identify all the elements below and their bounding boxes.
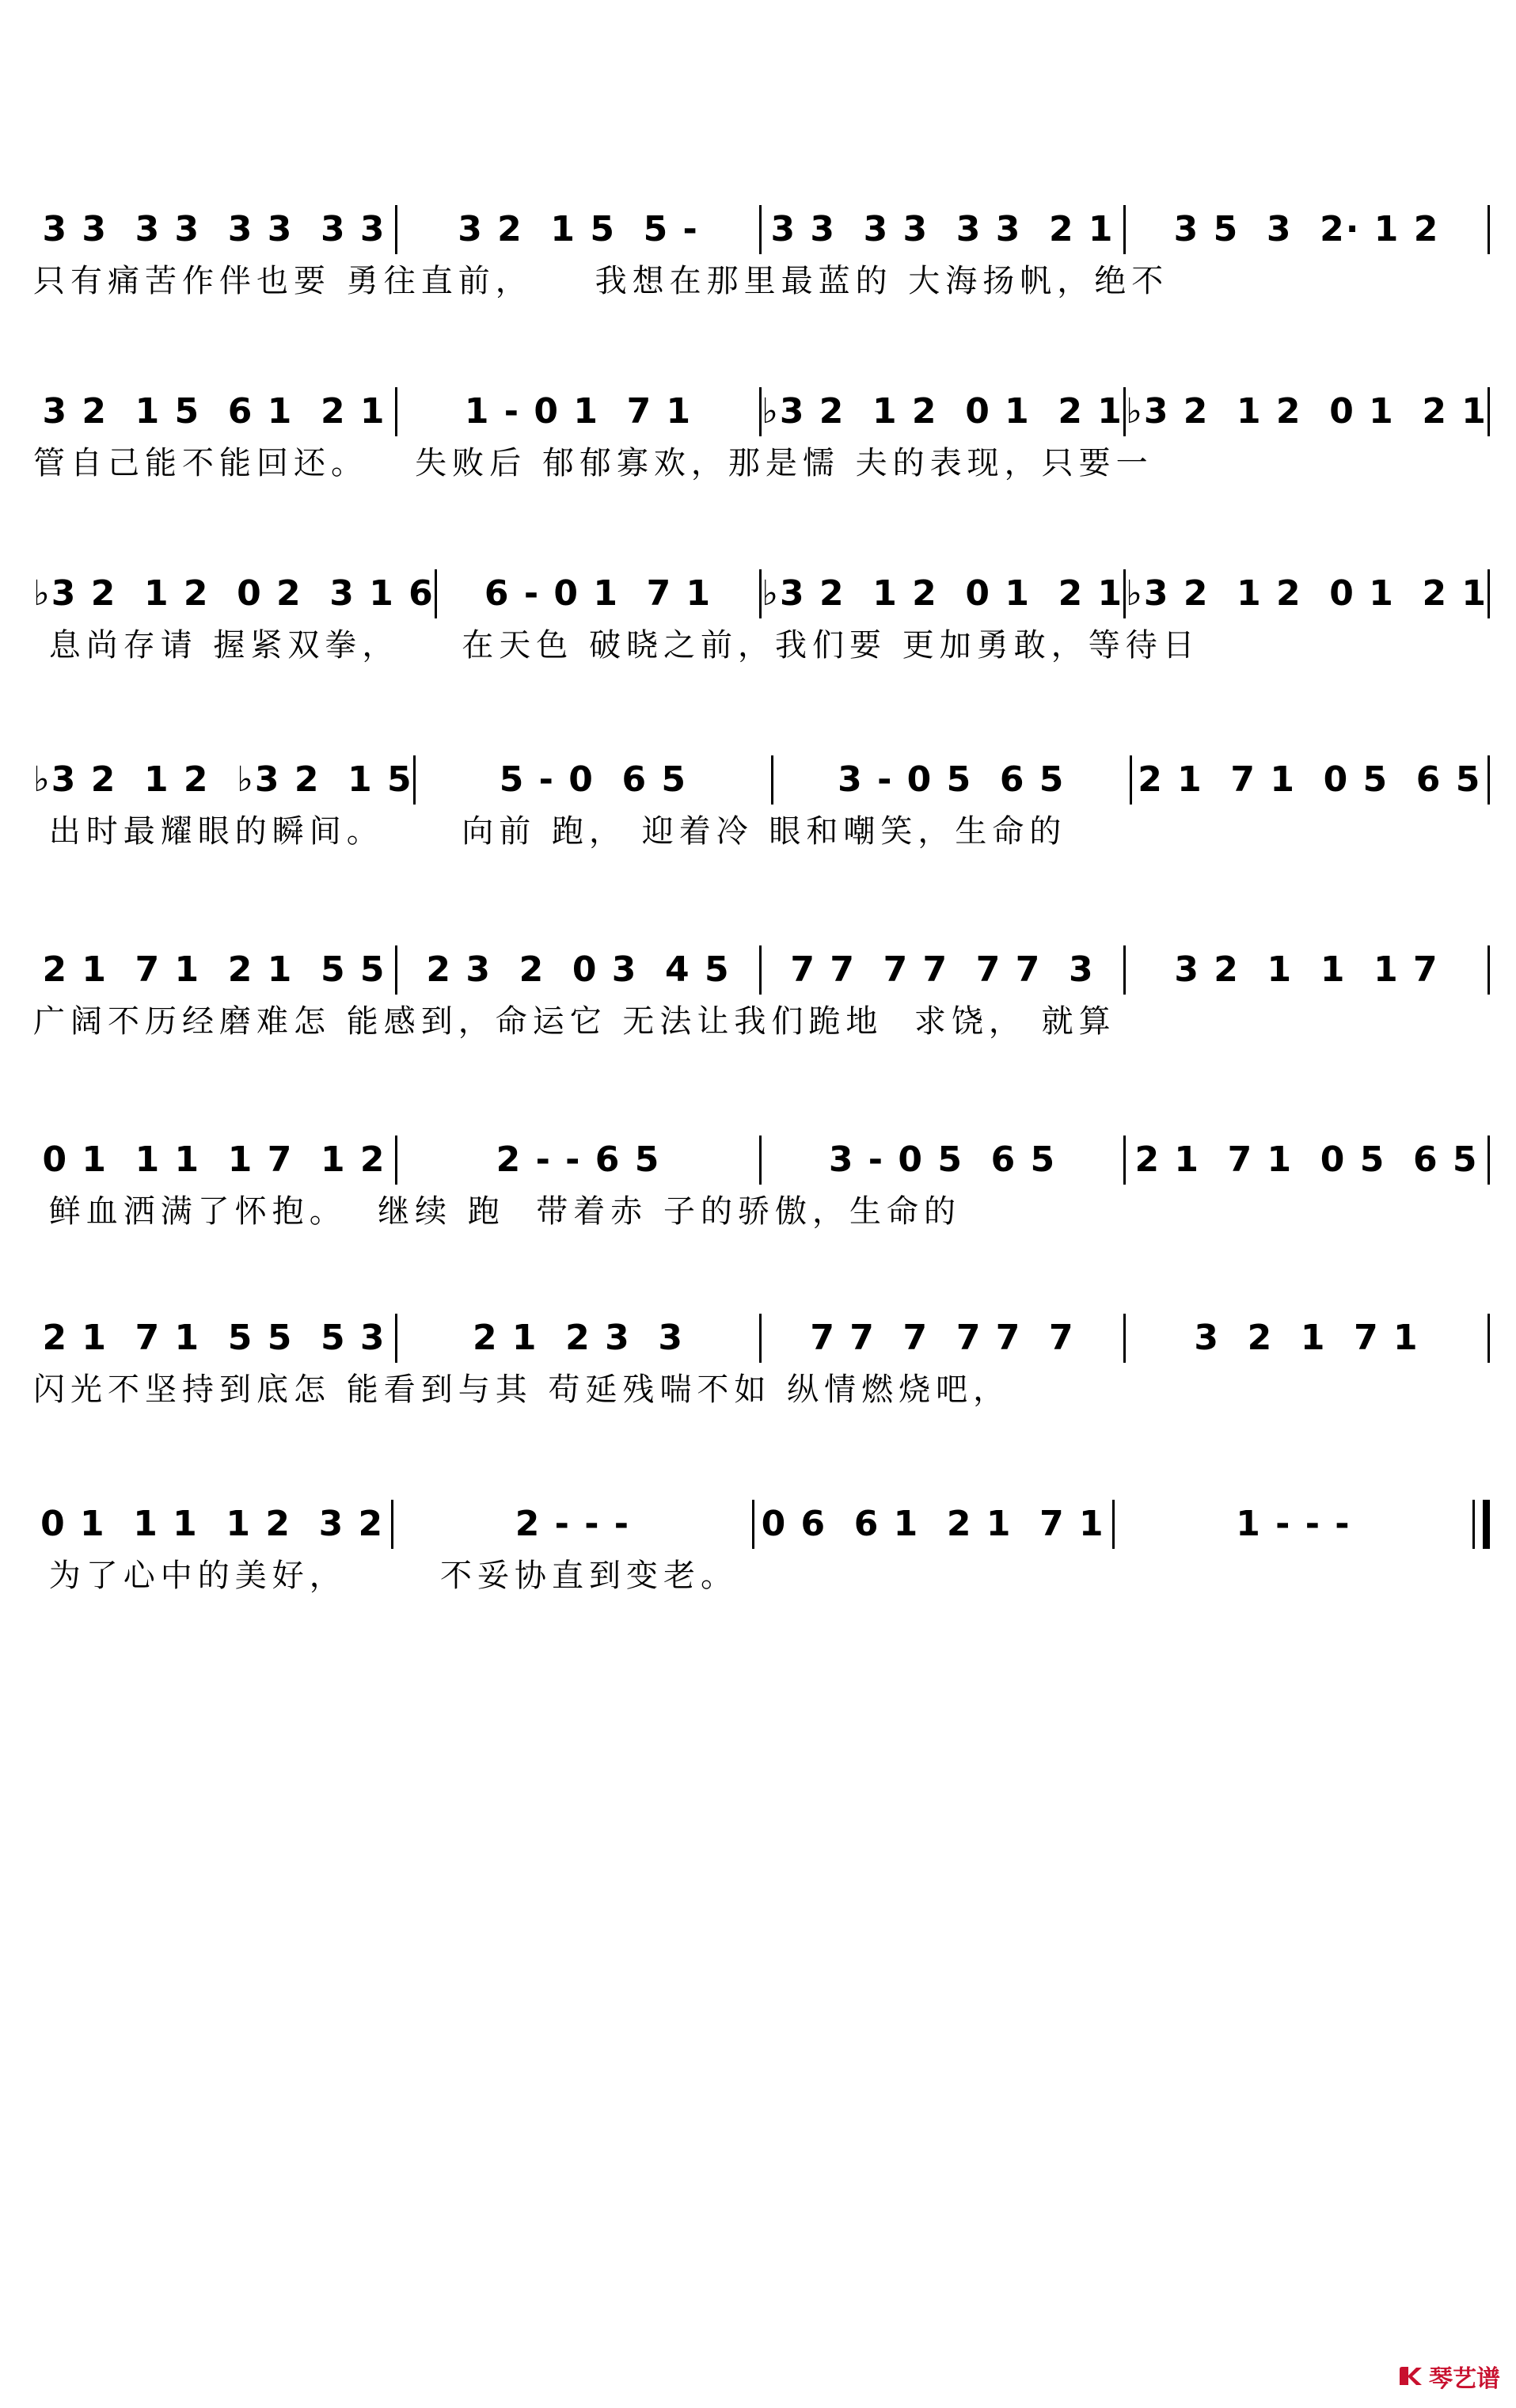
lyrics-line: 闪光不坚持到底怎 能看到与其 苟延残喘不如 纵情燃烧吧， [33,1371,1011,1408]
site-logo [1397,2359,1500,2394]
lyrics-line: 广阔不历经磨难怎 能感到，命运它 无法让我们跪地 求饶， 就算 [33,1003,1116,1040]
measure: 3 3 3 3 3 3 2 1 [770,209,1115,249]
measure: 2 - - - [515,1504,631,1544]
measure: 3 5 3 2· 1 2 [1173,209,1440,249]
lyrics-line: 鲜血洒满了怀抱。 继续 跑 带着赤 子的骄傲，生命的 [33,1193,962,1230]
measure: 0 1 1 1 1 2 3 2 [40,1504,385,1544]
measure: 3 - 0 5 6 5 [828,1139,1057,1180]
notation-line [33,942,1490,998]
measure: ♭3 2 1 2 0 1 2 1 [1126,573,1488,614]
measure: 0 6 6 1 2 1 7 1 [761,1504,1105,1544]
measure: 3 - 0 5 6 5 [838,759,1066,800]
measure: 2 1 7 1 0 5 6 5 [1138,759,1482,800]
measure: ♭3 2 1 2 0 1 2 1 [1126,391,1488,432]
measure: 2 1 7 1 2 1 5 5 [42,949,386,990]
score-row [33,1311,1490,1413]
logo-text: 琴艺谱 [1429,2365,1500,2393]
lyrics-line: 息尚存请 握紧双拳， 在天色 破晓之前，我们要 更加勇敢，等待日 [33,627,1200,664]
barline [1488,755,1490,805]
measure: 3 3 3 3 3 3 3 3 [42,209,386,249]
measure: ♭3 2 1 2 0 2 3 1 6 [33,573,435,614]
final-barline [1472,1500,1490,1549]
barline [1488,1136,1490,1185]
barline [1488,1314,1490,1363]
measure: 2 - - 6 5 [496,1139,661,1180]
measure: 2 3 2 0 3 4 5 [426,949,731,990]
score-row [33,752,1490,855]
measure: 7 7 7 7 7 7 [810,1318,1075,1358]
notation-line [33,384,1490,439]
score-row [33,202,1490,305]
barline [1488,569,1490,618]
measure: 3 2 1 5 6 1 2 1 [42,391,386,432]
measure: 1 - 0 1 7 1 [464,391,693,432]
measure: 2 1 7 1 5 5 5 3 [42,1318,386,1358]
measure: ♭3 2 1 2 ♭3 2 1 5 [33,759,413,800]
measure: 0 1 1 1 1 7 1 2 [42,1139,386,1180]
measure: 2 1 7 1 0 5 6 5 [1134,1139,1479,1180]
piano-logo-icon [1397,2364,1424,2388]
measure: ♭3 2 1 2 0 1 2 1 [762,573,1124,614]
measure: 6 - 0 1 7 1 [484,573,712,614]
measure: ♭3 2 1 2 0 1 2 1 [762,391,1123,432]
measure: 7 7 7 7 7 7 3 [790,949,1095,990]
notation-line [33,566,1490,622]
lyrics-line: 管自己能不能回还。 失败后 郁郁寡欢，那是懦 夫的表现，只要一 [33,445,1153,481]
notation-line [33,1497,1490,1552]
score-row [33,942,1490,1045]
measure: 2 1 2 3 3 [473,1318,684,1358]
score-row [33,1132,1490,1235]
barline [1488,205,1490,254]
notation-line [33,752,1490,808]
notation-line [33,1132,1490,1188]
measure: 3 2 1 7 1 [1194,1318,1419,1358]
measure: 5 - 0 6 5 [499,759,688,800]
measure: 3 2 1 5 5 - [458,209,699,249]
notation-line [33,202,1490,257]
score-row [33,1497,1490,1600]
score-row [33,566,1490,669]
notation-line [33,1311,1490,1366]
lyrics-line: 出时最耀眼的瞬间。 向前 跑， 迎着冷 眼和嘲笑，生命的 [33,813,1067,850]
lyrics-line: 为了心中的美好， 不妥协直到变老。 [33,1558,739,1594]
lyrics-line: 只有痛苦作伴也要 勇往直前， 我想在那里最蓝的 大海扬帆，绝不 [33,263,1169,299]
measure: 1 - - - [1236,1504,1351,1544]
measure: 3 2 1 1 1 7 [1174,949,1439,990]
barline [1488,387,1490,436]
score-row [33,384,1490,487]
barline [1488,945,1490,995]
